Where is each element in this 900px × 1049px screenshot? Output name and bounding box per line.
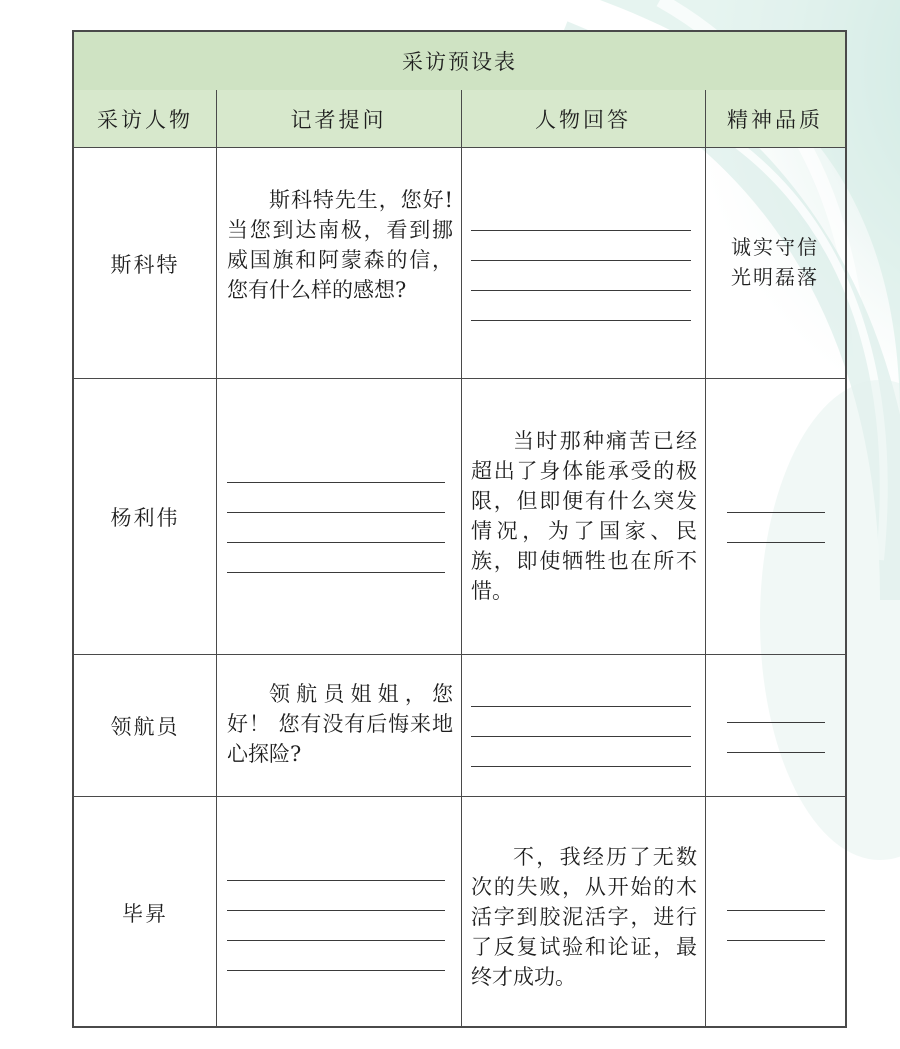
answer-blank-line[interactable] <box>471 320 691 321</box>
question-navigator: 领航员姐姐，您好！ 您有没有后悔来地心探险? <box>227 682 453 766</box>
answer-blank-line[interactable] <box>471 736 691 737</box>
grid-line <box>705 90 706 1028</box>
question-blank-line[interactable] <box>227 572 445 573</box>
question-blank-line[interactable] <box>227 482 445 483</box>
grid-line <box>216 90 217 1028</box>
header-answer: 人物回答 <box>461 90 705 148</box>
question-blank-line[interactable] <box>227 910 445 911</box>
question-blank-line[interactable] <box>227 542 445 543</box>
answer-yang: 当时那种痛苦已经超出了身体能承受的极限，但即便有什么突发情况，为了国家、民族，即使牺牲也在所不惜。 <box>471 429 697 603</box>
answer-blank-line[interactable] <box>471 230 691 231</box>
answer-blank-line[interactable] <box>471 290 691 291</box>
question-blank-line[interactable] <box>227 880 445 881</box>
question-scott: 斯科特先生，您好!当您到达南极，看到挪威国旗和阿蒙森的信，您有什么样的感想? <box>227 188 453 302</box>
quality-blank-line[interactable] <box>727 910 825 911</box>
answer-bisheng: 不，我经历了无数次的失败，从开始的木活字到胶泥活字，进行了反复试验和论证，最终才成功。 <box>471 845 697 989</box>
table-title: 采访预设表 <box>74 32 845 91</box>
quality-blank-line[interactable] <box>727 722 825 723</box>
question-blank-line[interactable] <box>227 512 445 513</box>
quality-blank-line[interactable] <box>727 542 825 543</box>
answer-blank-line[interactable] <box>471 260 691 261</box>
question-blank-line[interactable] <box>227 940 445 941</box>
row-person-yang: 杨利伟 <box>110 505 180 530</box>
grid-line <box>461 90 462 1028</box>
header-question: 记者提问 <box>216 90 461 148</box>
quality-scott-line2: 光明磊落 <box>731 265 819 289</box>
question-blank-line[interactable] <box>227 970 445 971</box>
row-person-bisheng: 毕昇 <box>122 901 168 926</box>
answer-blank-line[interactable] <box>471 706 691 707</box>
interview-table <box>72 30 847 1028</box>
header-person: 采访人物 <box>74 90 216 148</box>
quality-scott-line1: 诚实守信 <box>731 235 819 259</box>
row-person-scott: 斯科特 <box>110 252 180 277</box>
header-quality: 精神品质 <box>705 90 845 148</box>
quality-blank-line[interactable] <box>727 752 825 753</box>
row-person-navigator: 领航员 <box>110 714 180 739</box>
quality-blank-line[interactable] <box>727 940 825 941</box>
quality-blank-line[interactable] <box>727 512 825 513</box>
answer-blank-line[interactable] <box>471 766 691 767</box>
